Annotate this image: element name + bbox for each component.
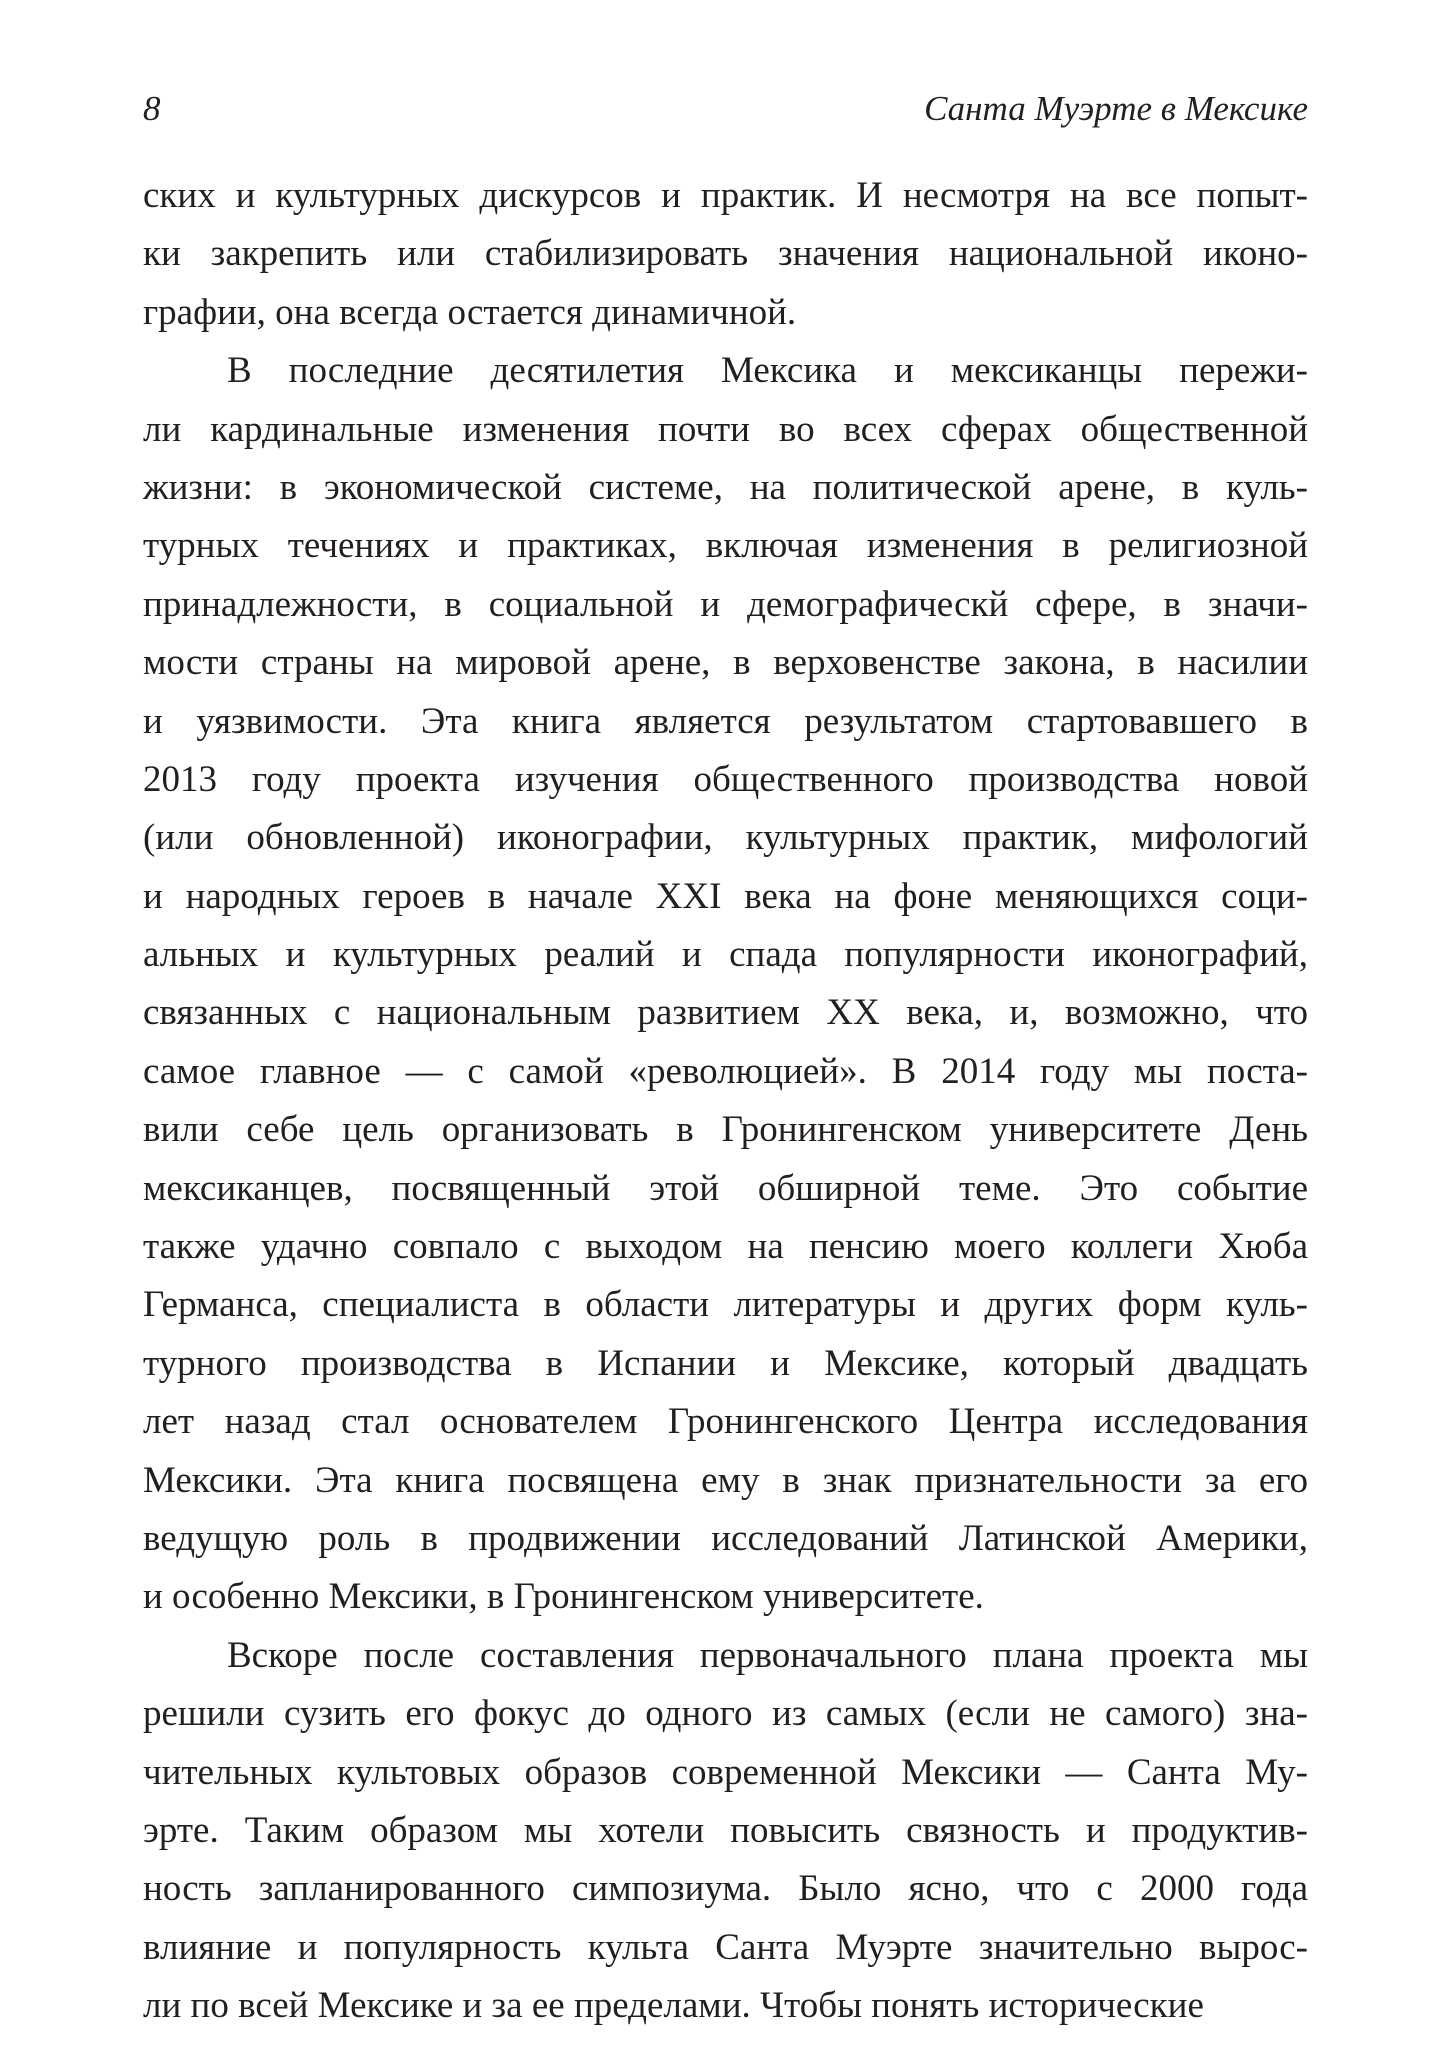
text-line: и особенно Мексики, в Гронингенском университете. (143, 1576, 984, 1618)
text-line: ведущую роль в продвижении исследований Латинской Америки, (143, 1517, 1308, 1559)
text-line: Вскоре после составления первоначального плана проекта мы (227, 1634, 1308, 1676)
running-header (143, 84, 1308, 134)
text-line: чительных культовых образов современной Мексики — Санта Му- (143, 1751, 1308, 1793)
text-line: ли кардинальные изменения почти во всех сферах общественной (143, 408, 1308, 450)
text-line: лет назад стал основателем Гронингенского Центра исследования (143, 1401, 1308, 1443)
text-line: связанных с национальным развитием XX века, и, возможно, что (143, 992, 1308, 1034)
text-line: 2013 году проекта изучения общественного производства новой (143, 758, 1308, 800)
text-line: турных течениях и практиках, включая изменения в религиозной (143, 525, 1308, 567)
text-line: ских и культурных дискурсов и практик. И несмотря на все попыт- (143, 175, 1308, 216)
text-line: альных и культурных реалий и спада популярности иконографий, (143, 934, 1308, 976)
paragraph (143, 1627, 1308, 2036)
text-line: ки закрепить или стабилизировать значения национальной иконо- (143, 233, 1308, 275)
text-line: В последние десятилетия Мексика и мексиканцы пережи- (227, 350, 1308, 392)
text-line: принадлежности, в социальной и демографическй сфере, в значи- (143, 583, 1308, 625)
text-line: жизни: в экономической системе, на политической арене, в куль- (143, 466, 1308, 508)
text-line: также удачно совпало с выходом на пенсию моего коллеги Хюба (143, 1226, 1308, 1268)
text-line: Германса, специалиста в области литературы и других форм куль- (143, 1284, 1308, 1326)
text-line: мексиканцев, посвященный этой обширной теме. Это событие (143, 1167, 1308, 1209)
text-line: турного производства в Испании и Мексике, который двадцать (143, 1342, 1308, 1384)
paragraph (143, 342, 1308, 1627)
text-line: решили сузить его фокус до одного из самых (если не самого) зна- (143, 1693, 1308, 1735)
text-line: (или обновленной) иконографии, культурных практик, мифологий (143, 817, 1308, 859)
text-line: влияние и популярность культа Санта Муэрте значительно вырос- (143, 1926, 1308, 1968)
text-line: ли по всей Мексике и за ее пределами. Чтобы понять исторические (143, 1985, 1204, 2027)
text-line: и уязвимости. Эта книга является результатом стартовавшего в (143, 700, 1308, 742)
text-line: графии, она всегда остается динамичной. (143, 291, 797, 333)
page-number: 8 (143, 89, 161, 128)
text-line: ность запланированного симпозиума. Было ясно, что с 2000 года (143, 1868, 1308, 1910)
paragraph (143, 167, 1308, 342)
text-line: и народных героев в начале XXI века на фоне меняющихся соци- (143, 875, 1308, 917)
text-line: самое главное — с самой «революцией». В 2014 году мы поста- (143, 1050, 1308, 1092)
text-line: мости страны на мировой арене, в верховенстве закона, в насилии (143, 642, 1308, 684)
text-line: вили себе цель организовать в Гронингенском университете День (143, 1109, 1308, 1151)
body-text (143, 167, 1308, 2036)
text-line: Мексики. Эта книга посвящена ему в знак признательности за его (143, 1459, 1308, 1501)
text-line: эрте. Таким образом мы хотели повысить связность и продуктив- (143, 1809, 1308, 1851)
running-title: Санта Муэрте в Мексике (924, 89, 1308, 128)
